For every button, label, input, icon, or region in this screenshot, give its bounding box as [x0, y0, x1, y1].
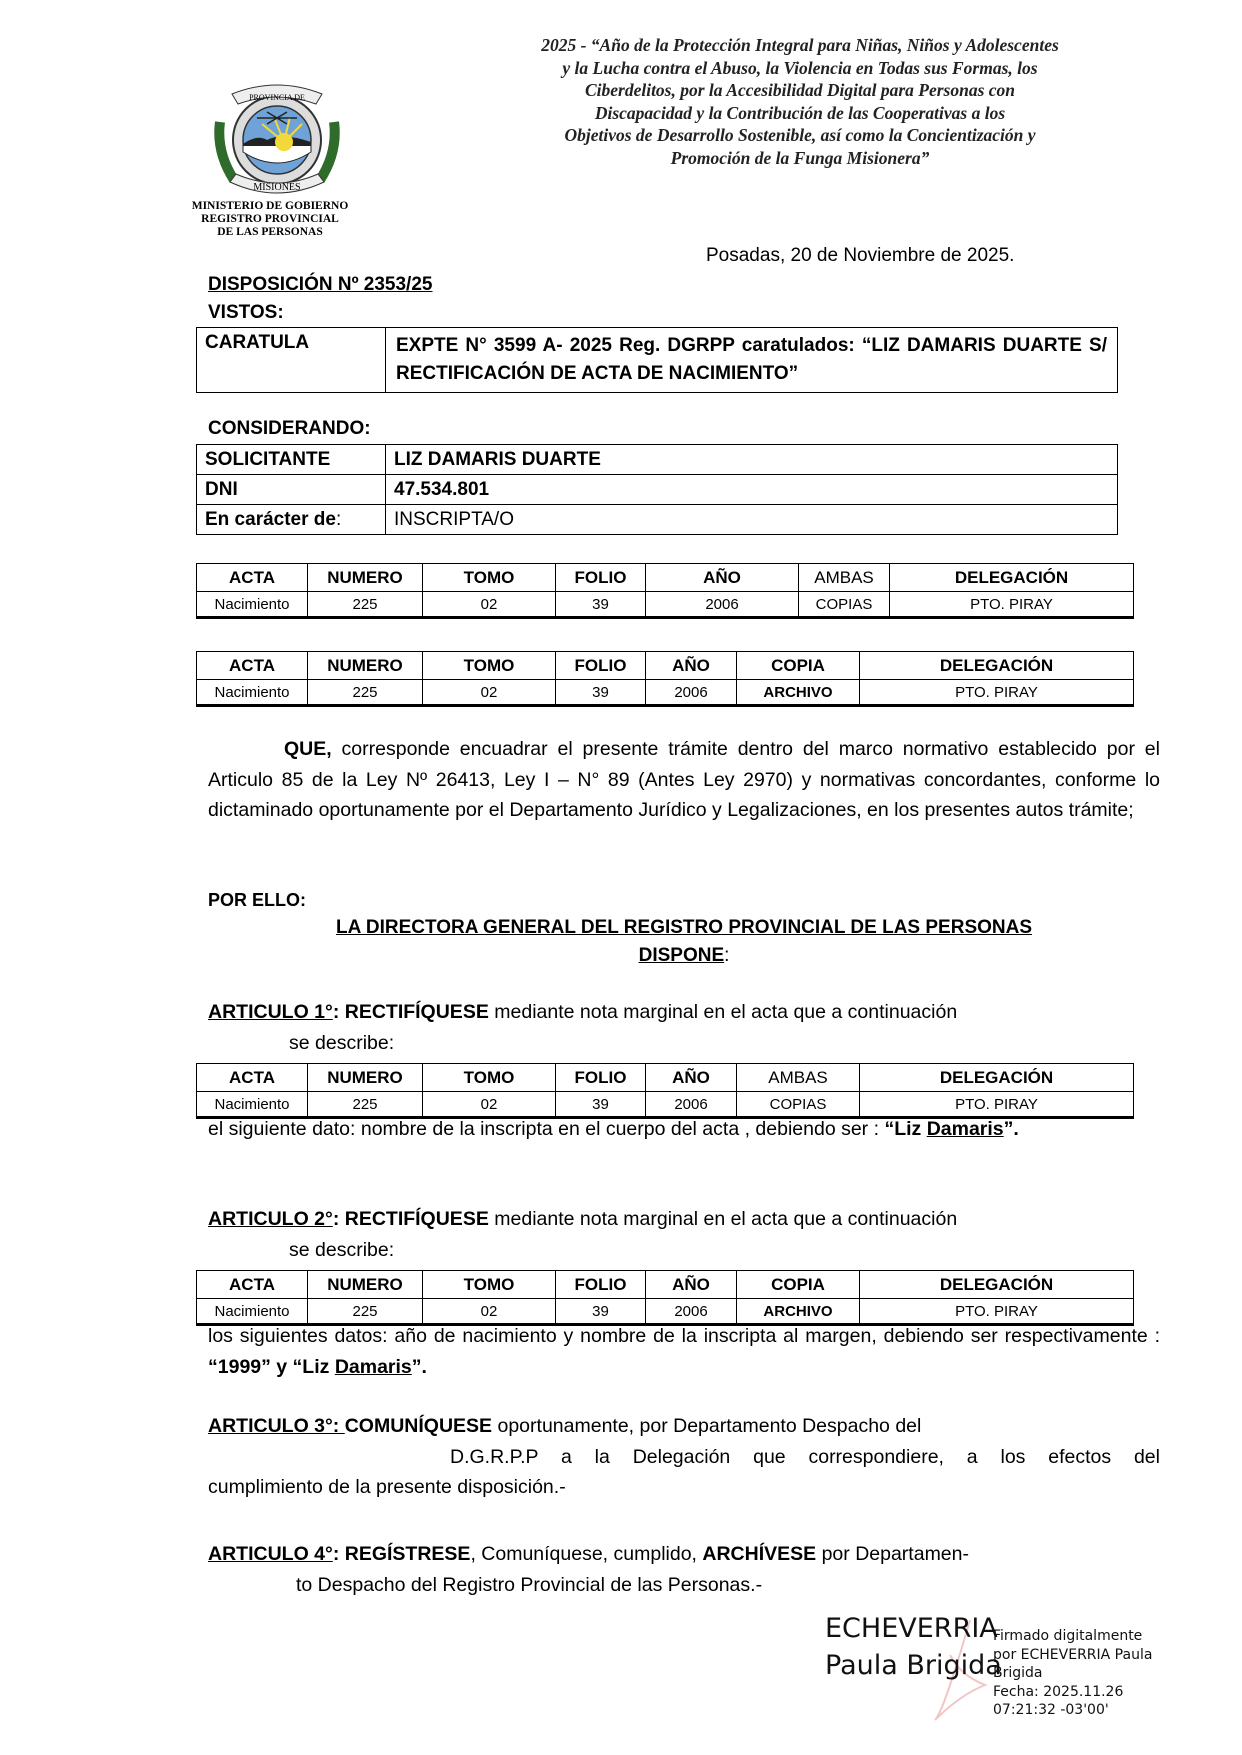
- cell: 2006: [646, 1299, 737, 1325]
- acta-table-ambas: [196, 563, 1134, 619]
- que-text: corresponde encuadrar el presente trámite dentro del marco normativo establecido por el Articulo 85 de la Ley Nº 26413, Ley I – N° 89 (Antes Ley 2970) y normativas concordantes, conforme lo dictaminado oportunamente por el Departamento Jurídico y Legalizaciones, en los presentes autos trámite;: [208, 738, 1160, 821]
- cell: 39: [556, 592, 646, 618]
- article-colon: :: [332, 1208, 340, 1230]
- article-1: [208, 997, 1160, 1058]
- role-value: INSCRIPTA/O: [386, 505, 1118, 535]
- cell: PTO. PIRAY: [860, 1092, 1134, 1118]
- role-label: [197, 505, 386, 535]
- signer-name: [825, 1610, 1002, 1684]
- cell: 02: [423, 680, 556, 706]
- cell: ARCHIVO: [737, 1299, 860, 1325]
- digital-signature-details: [993, 1627, 1152, 1720]
- col-delegacion: DELEGACIÓN: [860, 1271, 1134, 1299]
- article-2-values: “1999” y “Liz: [208, 1355, 335, 1378]
- dispone-colon: :: [724, 945, 730, 966]
- table-row: [197, 592, 1134, 618]
- motto-line: Discapacidad y la Contribución de las Cooperativas a los: [594, 102, 1006, 123]
- caratula-value: EXPTE N° 3599 A- 2025 Reg. DGRPP caratulados: “LIZ DAMARIS DUARTE S/ RECTIFICACIÓN DE ACTA DE NACIMIENTO”: [386, 328, 1118, 393]
- col-folio: FOLIO: [556, 652, 646, 680]
- caratula-table: [196, 327, 1118, 393]
- article-2-label: ARTICULO 2°: [208, 1208, 333, 1230]
- article-2: [208, 1204, 1160, 1265]
- motto-line: Ciberdelitos, por la Accesibilidad Digital para Personas con: [584, 80, 1016, 100]
- cell: 2006: [646, 680, 737, 706]
- caratula-key: CARATULA: [197, 328, 386, 393]
- motto-line: Promoción de la Funga Misionera”: [670, 147, 930, 168]
- article-4-verb-1: REGÍSTRESE: [339, 1543, 471, 1565]
- cell: 39: [556, 680, 646, 706]
- province-crest-icon: [212, 82, 342, 202]
- ministry-block: [182, 200, 358, 239]
- svg-text:PROVINCIA DE: PROVINCIA DE: [249, 93, 305, 102]
- col-numero: NUMERO: [308, 652, 423, 680]
- col-ambas: AMBAS: [799, 564, 890, 592]
- article-1-detail: [208, 1114, 1160, 1145]
- col-numero: NUMERO: [308, 1271, 423, 1299]
- article-1-quote-close: ”.: [1003, 1118, 1019, 1140]
- year-motto: [480, 34, 1120, 169]
- article-4-label: ARTICULO 4°: [208, 1543, 333, 1565]
- table-header-row: [197, 1064, 1134, 1092]
- que-paragraph: [208, 734, 1160, 826]
- table-header-row: [197, 564, 1134, 592]
- col-folio: FOLIO: [556, 564, 646, 592]
- col-delegacion: DELEGACIÓN: [890, 564, 1134, 592]
- cell: 02: [423, 592, 556, 618]
- article-1-cont: se describe:: [289, 1031, 395, 1054]
- cell: PTO. PIRAY: [890, 592, 1134, 618]
- col-delegacion: DELEGACIÓN: [860, 1064, 1134, 1092]
- article-4-mid: , Comuníquese, cumplido,: [470, 1543, 703, 1565]
- cell: PTO. PIRAY: [860, 1299, 1134, 1325]
- article-4-text-2: to Despacho del Registro Provincial de las Personas.-: [296, 1573, 763, 1596]
- col-folio: FOLIO: [556, 1271, 646, 1299]
- article-4-text-1: por Departamen-: [816, 1543, 969, 1565]
- article-3-text-1: oportunamente, por Departamento Despacho del: [492, 1415, 922, 1437]
- col-tomo: TOMO: [423, 1271, 556, 1299]
- por-ello-heading: POR ELLO:: [208, 890, 306, 910]
- article-colon: :: [332, 1001, 340, 1023]
- col-ano: AÑO: [646, 1064, 737, 1092]
- col-ano: AÑO: [646, 1271, 737, 1299]
- ministry-line: DE LAS PERSONAS: [217, 226, 323, 238]
- cell: 2006: [646, 1092, 737, 1118]
- disposition-number: DISPOSICIÓN Nº 2353/25: [208, 274, 433, 295]
- article-1-quote-open: “Liz: [884, 1118, 927, 1140]
- signature-meta-line: por ECHEVERRIA Paula: [993, 1646, 1153, 1663]
- table-header-row: [197, 652, 1134, 680]
- col-tomo: TOMO: [423, 652, 556, 680]
- col-acta: ACTA: [197, 1271, 308, 1299]
- article-2-after: los siguientes datos: año de nacimiento y nombre de la inscripta al margen, debiendo ser respectivamente :: [208, 1325, 1160, 1347]
- cell: 2006: [646, 592, 799, 618]
- article-3-verb: COMUNÍQUESE: [344, 1415, 493, 1437]
- cell: COPIAS: [799, 592, 890, 618]
- ministry-line: REGISTRO PROVINCIAL: [201, 213, 339, 225]
- col-delegacion: DELEGACIÓN: [860, 652, 1134, 680]
- signature-meta-line: Fecha: 2025.11.26: [993, 1683, 1124, 1700]
- table-row: [197, 475, 1118, 505]
- cell: Nacimiento: [197, 680, 308, 706]
- que-lead: QUE,: [284, 738, 332, 760]
- article-3: [208, 1411, 1160, 1503]
- role-label-text: En carácter de: [205, 508, 336, 530]
- cell: 225: [308, 1299, 423, 1325]
- authority-heading: LA DIRECTORA GENERAL DEL REGISTRO PROVINCIAL DE LAS PERSONAS: [335, 917, 1033, 938]
- document-date: Posadas, 20 de Noviembre de 2025.: [706, 245, 1015, 266]
- col-numero: NUMERO: [308, 1064, 423, 1092]
- article-3-label: ARTICULO 3°:: [208, 1415, 345, 1437]
- considerando-heading: CONSIDERANDO:: [208, 418, 371, 439]
- article-2-table: [196, 1270, 1134, 1326]
- signature-meta-line: 07:21:32 -03'00': [993, 1702, 1109, 1718]
- article-1-verb: RECTIFÍQUESE: [339, 1001, 489, 1023]
- table-header-row: [197, 1271, 1134, 1299]
- article-1-text: mediante nota marginal en el acta que a continuación: [488, 1001, 958, 1023]
- article-4-verb-2: ARCHÍVESE: [702, 1543, 817, 1565]
- article-2-verb: RECTIFÍQUESE: [339, 1208, 489, 1230]
- signature-meta-line: Brigida: [993, 1665, 1043, 1681]
- signer-surname: ECHEVERRIA: [825, 1613, 998, 1644]
- svg-text:MISIONES: MISIONES: [253, 182, 301, 193]
- article-colon: :: [332, 1543, 340, 1565]
- signature-meta-line: Firmado digitalmente: [993, 1628, 1143, 1644]
- article-2-cont: se describe:: [289, 1238, 395, 1261]
- dispone-heading: [208, 945, 1160, 967]
- col-acta: ACTA: [197, 652, 308, 680]
- dni-value: 47.534.801: [386, 475, 1118, 505]
- cell: PTO. PIRAY: [860, 680, 1134, 706]
- col-tomo: TOMO: [423, 1064, 556, 1092]
- col-acta: ACTA: [197, 1064, 308, 1092]
- cell: Nacimiento: [197, 1092, 308, 1118]
- ministry-line: MINISTERIO DE GOBIERNO: [191, 200, 349, 212]
- cell: Nacimiento: [197, 592, 308, 618]
- article-2-text: mediante nota marginal en el acta que a continuación: [488, 1208, 958, 1230]
- cell: COPIAS: [737, 1092, 860, 1118]
- cell: 02: [423, 1092, 556, 1118]
- cell: 225: [308, 1092, 423, 1118]
- col-acta: ACTA: [197, 564, 308, 592]
- motto-line: 2025 - “Año de la Protección Integral para Niñas, Niños y Adolescentes: [541, 35, 1059, 55]
- vistos-heading: VISTOS:: [208, 302, 284, 323]
- cell: 39: [556, 1299, 646, 1325]
- applicant-table: [196, 444, 1118, 535]
- col-ano: AÑO: [646, 564, 799, 592]
- table-row: [197, 445, 1118, 475]
- article-3-text-3: cumplimiento de la presente disposición.-: [208, 1476, 566, 1498]
- table-row: [197, 505, 1118, 535]
- article-2-close: ”.: [411, 1355, 427, 1378]
- article-3-text-2: D.G.R.P.P a la Delegación que correspondiere, a los efectos del: [450, 1445, 1160, 1468]
- motto-line: Objetivos de Desarrollo Sostenible, así como la Concientización y: [564, 125, 1036, 145]
- dispone-word: DISPONE: [638, 945, 725, 966]
- article-4: [208, 1539, 1160, 1600]
- article-2-detail: [208, 1321, 1160, 1382]
- cell: 39: [556, 1092, 646, 1118]
- acta-table-archivo: [196, 651, 1134, 707]
- applicant-value: LIZ DAMARIS DUARTE: [386, 445, 1118, 475]
- signer-given-names: Paula Brigida: [825, 1650, 1002, 1681]
- cell: 225: [308, 592, 423, 618]
- table-row: [197, 680, 1134, 706]
- col-ambas: AMBAS: [737, 1064, 860, 1092]
- cell: ARCHIVO: [737, 680, 860, 706]
- col-copia: COPIA: [737, 652, 860, 680]
- motto-line: y la Lucha contra el Abuso, la Violencia en Todas sus Formas, los: [562, 57, 1038, 78]
- role-label-colon: :: [335, 508, 342, 530]
- col-tomo: TOMO: [423, 564, 556, 592]
- applicant-label: SOLICITANTE: [197, 445, 386, 475]
- dni-label: DNI: [197, 475, 386, 505]
- cell: 225: [308, 680, 423, 706]
- article-1-table: [196, 1063, 1134, 1119]
- article-1-name: Damaris: [926, 1118, 1004, 1140]
- article-2-name: Damaris: [334, 1355, 412, 1378]
- col-numero: NUMERO: [308, 564, 423, 592]
- cell: Nacimiento: [197, 1299, 308, 1325]
- col-copia: COPIA: [737, 1271, 860, 1299]
- col-folio: FOLIO: [556, 1064, 646, 1092]
- article-1-after: el siguiente dato: nombre de la inscripta en el cuerpo del acta , debiendo ser :: [208, 1118, 885, 1140]
- article-1-label: ARTICULO 1°: [208, 1001, 333, 1023]
- cell: 02: [423, 1299, 556, 1325]
- col-ano: AÑO: [646, 652, 737, 680]
